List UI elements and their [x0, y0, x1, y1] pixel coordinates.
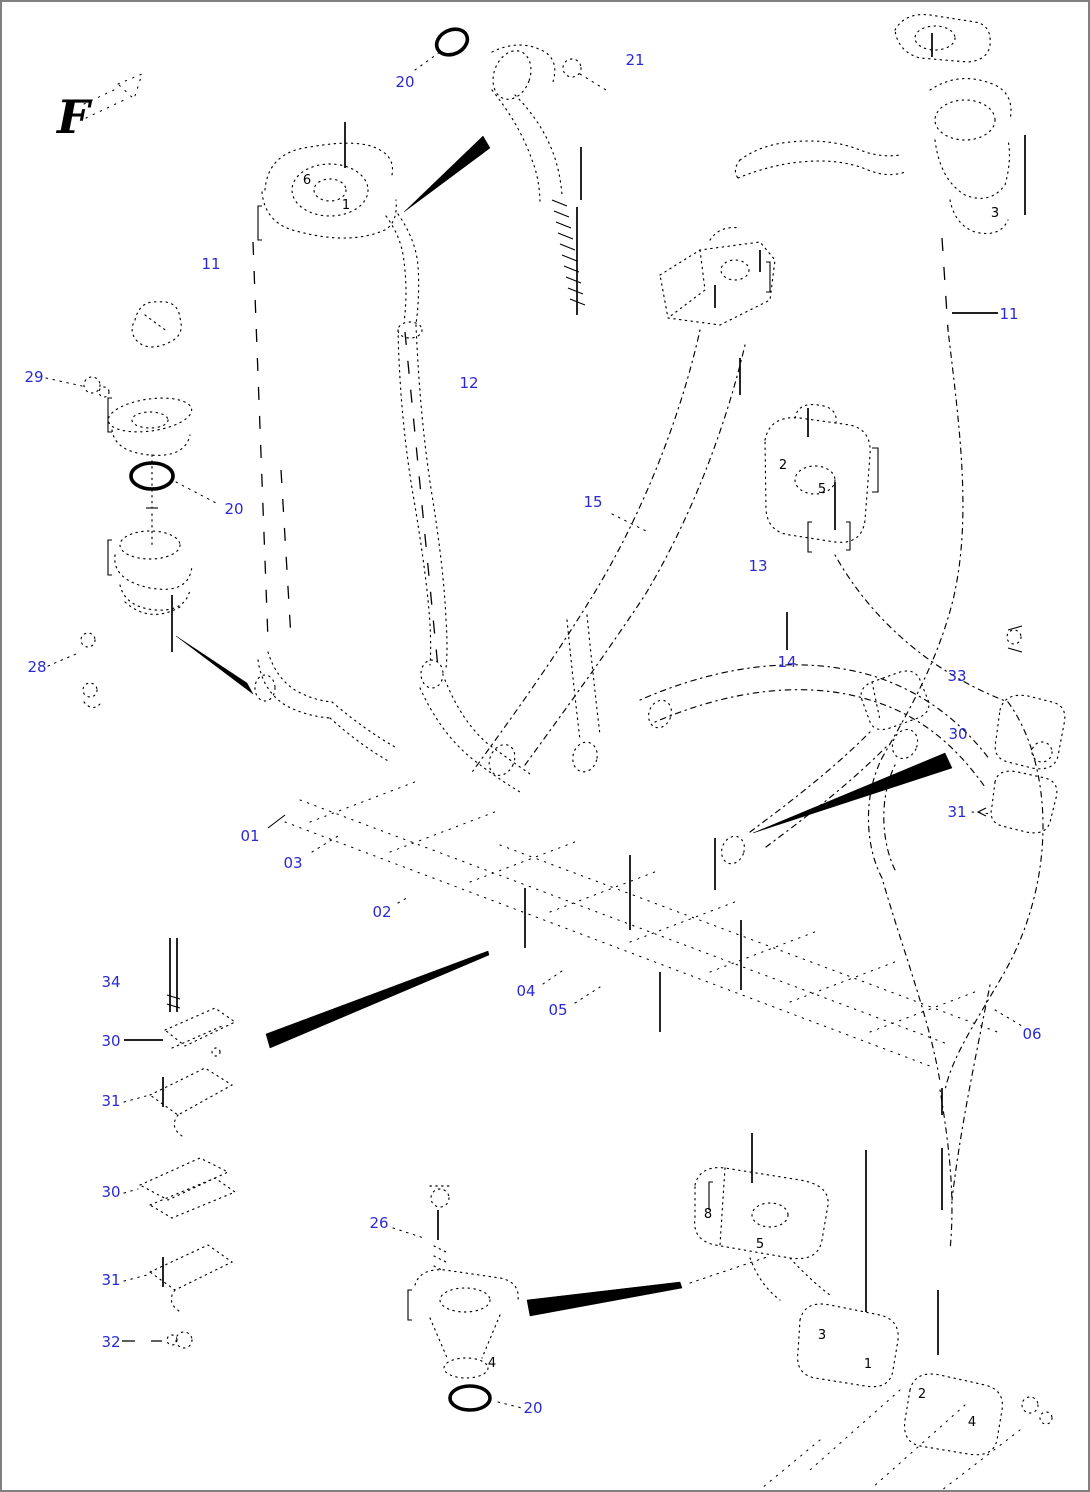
- callout-20-left: 20: [224, 500, 244, 518]
- pointer-arrow-top-left: [404, 136, 490, 212]
- part-number-1-top: 1: [341, 198, 351, 213]
- callout-01: 01: [240, 827, 260, 845]
- part-number-1-bottom: 1: [863, 1357, 873, 1372]
- tube-11-left: [253, 242, 395, 762]
- callout-30-right: 30: [948, 725, 968, 743]
- callout-30-upper-left: 30: [101, 1032, 121, 1050]
- leader-20-left: [176, 482, 218, 504]
- bottom-right-assembly: [762, 985, 1052, 1490]
- top-left-flange-assembly: [258, 122, 490, 338]
- part-number-5-manifold: 5: [755, 1237, 765, 1252]
- leader-26: [393, 1228, 424, 1238]
- bottom-right-manifold: [695, 1133, 830, 1300]
- part-number-2-mid: 2: [778, 458, 788, 473]
- right-clamp-parts: [753, 626, 1065, 833]
- callout-11-right: 11: [999, 305, 1019, 323]
- part-number-6-top: 6: [302, 173, 312, 188]
- center-valve-block: [660, 228, 775, 396]
- callout-20-top: 20: [395, 73, 415, 91]
- callout-28: 28: [27, 658, 47, 676]
- callout-06: 06: [1022, 1025, 1042, 1043]
- callout-02: 02: [372, 903, 392, 921]
- part-number-2-bottom: 2: [917, 1387, 927, 1402]
- callout-21: 21: [625, 51, 645, 69]
- tube-12: [398, 325, 748, 867]
- callout-34: 34: [101, 973, 121, 991]
- figure-marker: F: [57, 90, 90, 144]
- callout-03: 03: [283, 854, 303, 872]
- pointer-arrow-bottom: [527, 1282, 682, 1316]
- part-number-4-banjo: 4: [487, 1356, 497, 1371]
- callout-32: 32: [101, 1333, 121, 1351]
- callout-15: 15: [583, 493, 603, 511]
- left-column-parts: [122, 938, 235, 1348]
- top-right-assembly: [735, 15, 1025, 1082]
- callout-14: 14: [777, 653, 797, 671]
- pointer-arrow-center: [266, 951, 489, 1048]
- top-elbow-assembly: [415, 24, 606, 315]
- callout-13: 13: [748, 557, 768, 575]
- callout-29: 29: [24, 368, 44, 386]
- part-number-3-bottom: 3: [817, 1328, 827, 1343]
- figure-direction-arrow: [84, 74, 142, 118]
- valve-component-2-5: [765, 405, 878, 650]
- hoses-13-14-15: [470, 330, 1043, 1090]
- figure-marker-layer: [55, 90, 93, 144]
- o-ring-top: [432, 24, 471, 59]
- callout-layer: [24, 51, 1041, 1417]
- callout-05: 05: [548, 1001, 568, 1019]
- part-number-3-top-right: 3: [990, 206, 1000, 221]
- callout-31-lower-left: 31: [101, 1271, 121, 1289]
- callout-20-bottom: 20: [523, 1399, 543, 1417]
- left-coupling-assembly: [46, 302, 253, 708]
- callout-26: 26: [369, 1214, 389, 1232]
- callout-31-upper-left: 31: [101, 1092, 121, 1110]
- part-number-4-bottom: 4: [967, 1415, 977, 1430]
- page-border: [1, 1, 1089, 1491]
- part-number-8-manifold: 8: [703, 1207, 713, 1222]
- callout-11-left: 11: [201, 255, 221, 273]
- callout-33: 33: [947, 667, 967, 685]
- leader-20-bottom: [498, 1402, 522, 1408]
- callout-31-right: 31: [947, 803, 967, 821]
- pointer-arrow-left: [176, 636, 253, 694]
- mounting-plate-grid: [266, 780, 1022, 1068]
- callout-04: 04: [516, 982, 536, 1000]
- o-ring-bottom: [450, 1386, 490, 1410]
- leader-06: [995, 1010, 1022, 1026]
- callout-30-lower-left: 30: [101, 1183, 121, 1201]
- part-number-5-mid: 5: [817, 482, 827, 497]
- pointer-arrow-right: [753, 753, 952, 833]
- bottom-banjo-assembly: [393, 1186, 770, 1410]
- leader-15: [612, 514, 648, 532]
- leader-28: [48, 654, 76, 666]
- callout-12: 12: [459, 374, 479, 392]
- leader-29: [46, 378, 82, 386]
